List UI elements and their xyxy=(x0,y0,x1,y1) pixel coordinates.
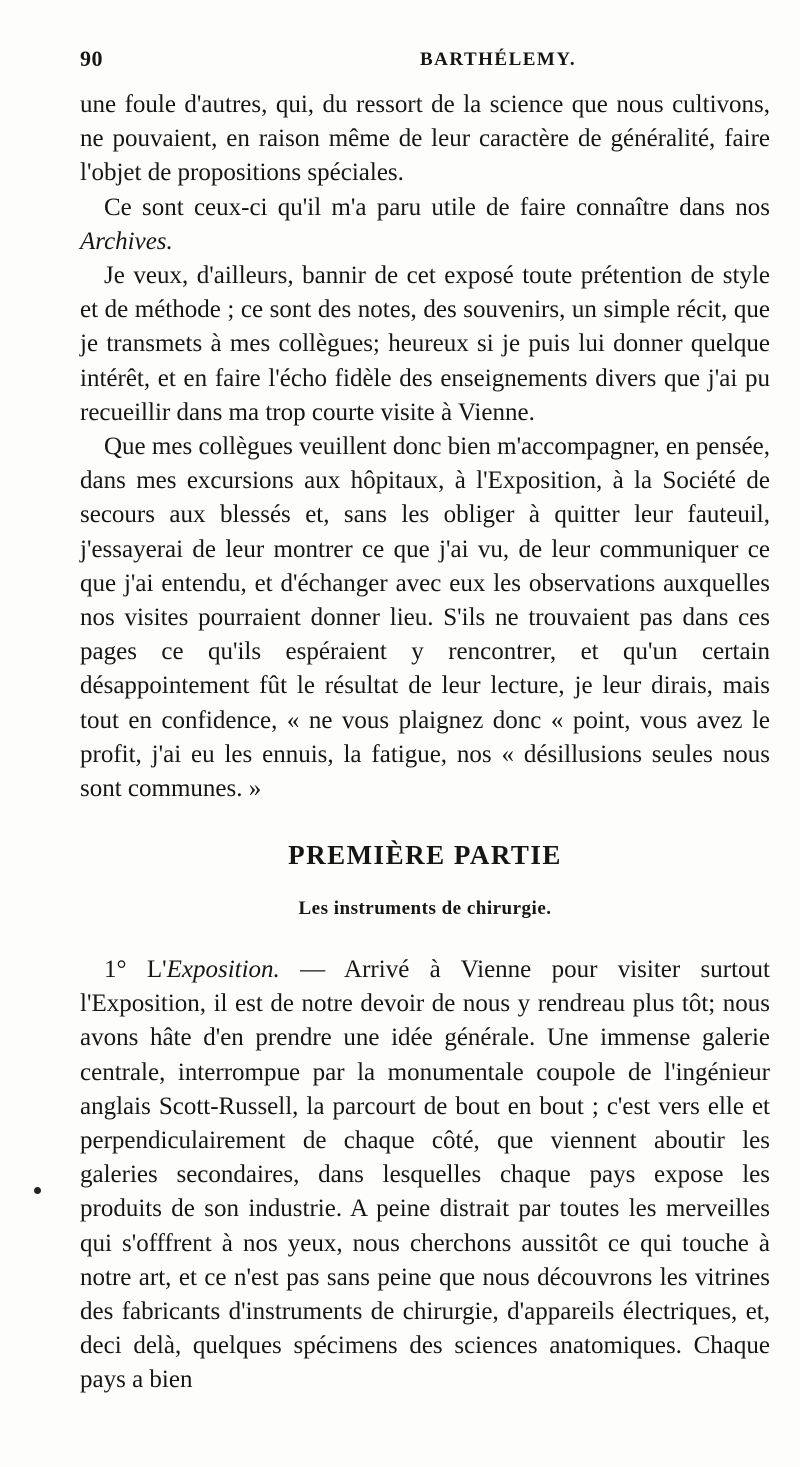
paragraph-1: une foule d'autres, qui, du ressort de la science que nous cultivons, ne pouvaient, en raison même de leur caractère de généralité, faire l'objet de propositions spéciales. xyxy=(80,91,770,187)
running-head: BARTHÉLEMY. xyxy=(420,49,577,70)
body-text-top xyxy=(80,88,770,806)
paragraph-5-lead: 1° L' xyxy=(104,956,167,983)
paragraph-5 xyxy=(80,953,770,1398)
paragraph-4: Que mes collègues veuillent donc bien m'accompagner, en pensée, dans mes excursions aux hôpitaux, à l'Exposition, à la Société de secours aux blessés et, sans les obliger à quitter leur fauteuil, j'essayerai de leur montrer ce que j'ai vu, de leur communiquer ce que j'ai entendu, et d'échanger avec eux les observations auxquelles nos visites pourraient donner lieu. S'ils ne trouvaient pas dans ces pages ce qu'ils espéraient y rencontrer, et qu'un certain désappointement fût le résultat de leur lecture, je leur dirais, mais tout en confidence, « ne vous plaignez donc « point, vous avez le profit, j'ai eu les ennuis, la fatigue, nos « désillusions seules nous sont communes. » xyxy=(80,433,770,803)
section-subtitle: Les instruments de chirurgie. xyxy=(298,898,552,919)
archives-italic: Archives. xyxy=(80,227,173,255)
page-header xyxy=(80,46,770,78)
page-number: 90 xyxy=(80,46,103,71)
margin-mark xyxy=(34,1187,41,1194)
body-text-bottom xyxy=(80,953,770,1398)
paragraph-5-text: — Arrivé à Vienne pour visiter surtout l'Exposition, il est de notre devoir de nous y rendreau plus tôt; nous avons hâte d'en prendre une idée générale. Une immense galerie centrale, interrompue par la monumentale coupole de l'ingénieur anglais Scott-Russell, la parcourt de bout en bout ; c'est vers elle et perpendiculairement de chaque côté, que viennent aboutir les galeries secondaires, dans lesquelles chaque pays expose les produits de son industrie. A peine distrait par toutes les merveilles qui s'offfrent à nos yeux, nous cherchons aussitôt ce qui touche à notre art, et ce n'est pas sans peine que nous découvrons les vitrines des fabricants d'instruments de chirurgie, d'appareils électriques, et, deci delà, quelques spécimens des sciences anatomiques. Chaque pays a bien xyxy=(80,956,770,1394)
section-title: PREMIÈRE PARTIE xyxy=(288,840,562,870)
paragraph-3: Je veux, d'ailleurs, bannir de cet exposé toute prétention de style et de méthode ; ce sont des notes, des souvenirs, un simple récit, que je transmets à mes collègues; heureux si je puis lui donner quelque intérêt, et en faire l'écho fidèle des enseignements divers que j'ai pu recueillir dans ma trop courte visite à Vienne. xyxy=(80,262,770,426)
paragraph-2 xyxy=(80,191,770,259)
paragraph-2-text: Ce sont ceux-ci qu'il m'a paru utile de faire connaître dans nos xyxy=(104,193,770,221)
paragraph-5-italic: Exposition. xyxy=(166,956,280,983)
